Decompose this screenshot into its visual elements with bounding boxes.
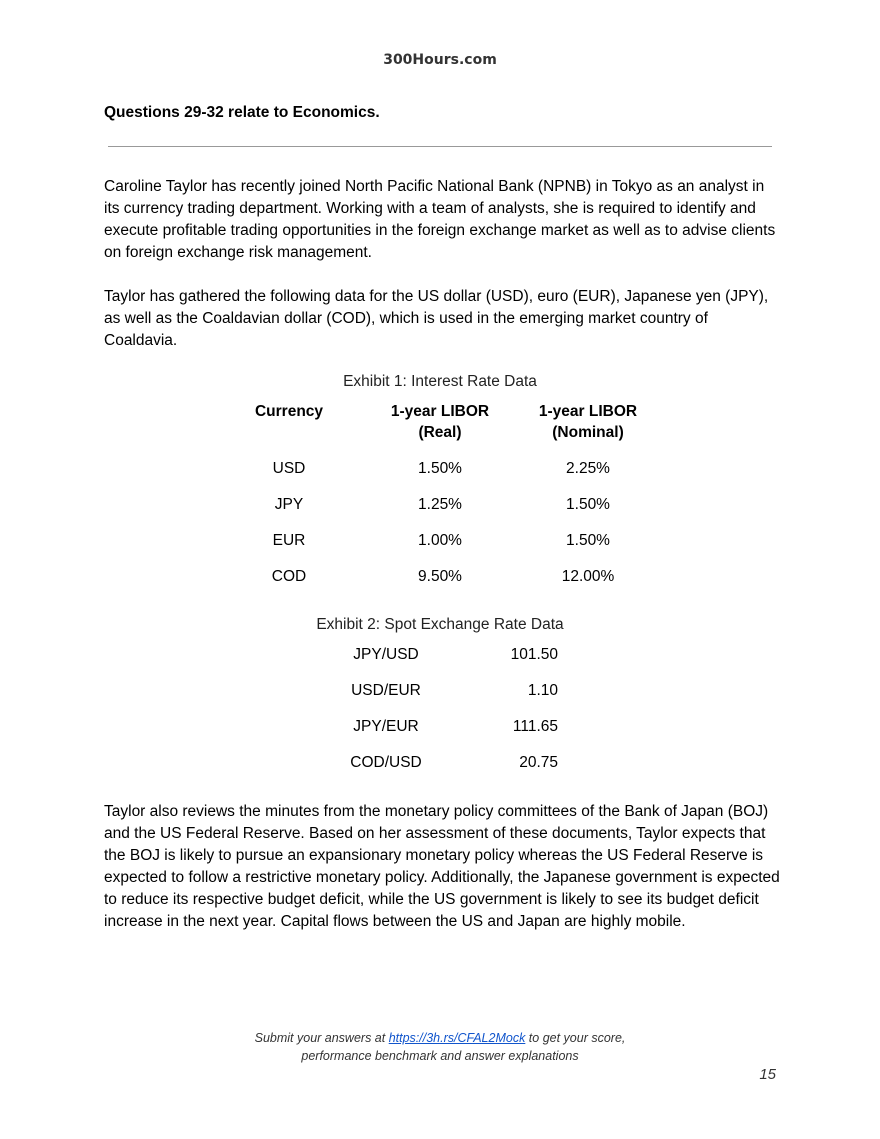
cell-currency: COD [271,568,307,585]
cell-rate: 101.50 [510,646,558,663]
cell-nominal: 12.00% [561,568,615,585]
footer-note [0,1029,880,1065]
exhibit-1-title: Exhibit 1: Interest Rate Data [343,373,537,390]
cell-nominal: 2.25% [566,460,610,477]
column-header-currency: Currency [254,403,324,420]
column-header-real [370,401,510,443]
exhibit-2-title: Exhibit 2: Spot Exchange Rate Data [316,616,564,633]
cell-rate: 1.10 [527,682,558,699]
cell-nominal: 1.50% [566,532,610,549]
cell-rate: 20.75 [519,754,558,771]
paragraph-intro: Caroline Taylor has recently joined North Pacific National Bank (NPNB) in Tokyo as an analyst in its currency trading department. Working with a team of analysts, she is required to identify and execute profitable trading opportunities in the foreign exchange market as well as to advise clients on foreign exchange risk management. [104,178,776,261]
footer-line2: performance benchmark and answer explanations [301,1049,579,1063]
footer-suffix: to get your score, [525,1031,626,1045]
cell-pair: JPY/USD [353,646,419,663]
footer-line1 [0,1029,880,1047]
cell-real: 1.00% [418,532,462,549]
column-header-nominal-line2: (Nominal) [552,424,624,441]
cell-pair: COD/USD [350,754,422,771]
site-brand: 300Hours.com [383,52,497,68]
cell-nominal: 1.50% [566,496,610,513]
cell-real: 1.25% [418,496,462,513]
column-header-nominal [518,401,658,443]
horizontal-divider [108,146,772,147]
column-header-real-line2: (Real) [418,424,462,441]
mock-exam-link[interactable]: https://3h.rs/CFAL2Mock [388,1031,526,1045]
cell-pair: USD/EUR [351,682,421,699]
page-number: 15 [759,1066,776,1083]
column-header-real-line1: 1-year LIBOR [390,403,490,420]
cell-pair: JPY/EUR [353,718,419,735]
cell-currency: USD [272,460,306,477]
cell-currency: JPY [274,496,304,513]
paragraph-policy-review: Taylor also reviews the minutes from the monetary policy committees of the Bank of Japan (BOJ) and the US Federal Reserve. Based on her assessment of these documents, Taylor expects that the BOJ is likely to pursue an expansionary monetary policy whereas the US Federal Reserve is expected to follow a restrictive monetary policy. Additionally, the Japanese government is expected to reduce its respective budget deficit, while the US government is likely to see its budget deficit increase in the next year. Capital flows between the US and Japan are highly mobile. [104,803,780,930]
column-header-nominal-line1: 1-year LIBOR [538,403,638,420]
cell-currency: EUR [272,532,306,549]
section-title: Questions 29-32 relate to Economics. [104,104,380,121]
cell-real: 9.50% [418,568,462,585]
paragraph-data-gathered: Taylor has gathered the following data for the US dollar (USD), euro (EUR), Japanese yen (JPY), as well as the Coaldavian dollar (COD), which is used in the emerging market country of Coaldavia. [104,288,769,349]
cell-real: 1.50% [418,460,462,477]
footer-prefix: Submit your answers at [254,1031,389,1045]
cell-rate: 111.65 [512,718,558,735]
